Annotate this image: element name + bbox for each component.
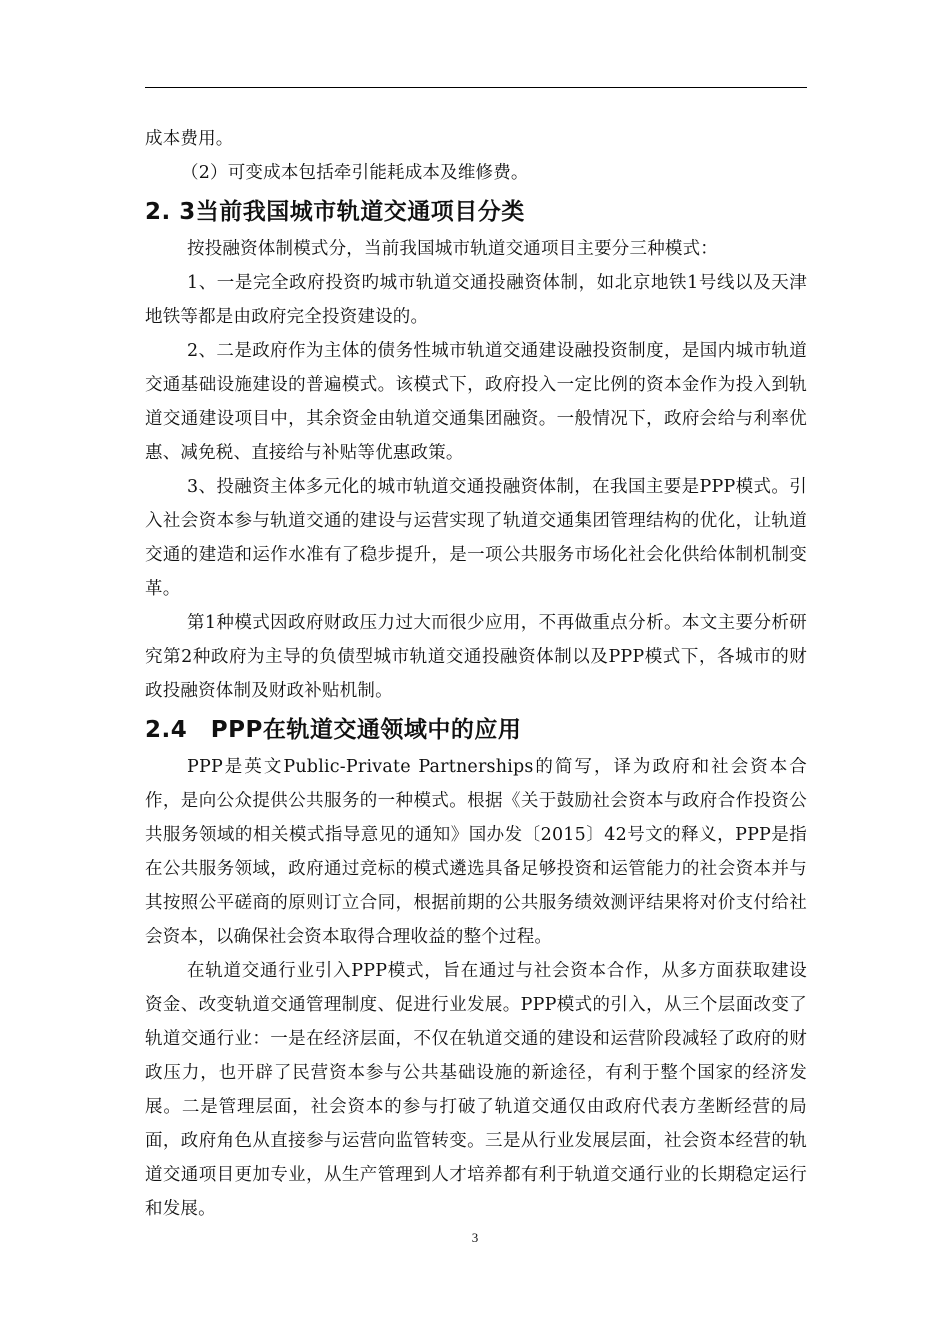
paragraph-model-summary: 第1种模式因政府财政压力过大而很少应用，不再做重点分析。本文主要分析研究第2种政府为主导的负债型城市轨道交通投融资体制以及PPP模式下，各城市的财政投融资体制及财政补贴机制。 xyxy=(145,613,807,701)
page-number: 3 xyxy=(471,1230,479,1245)
paragraph-model-intro: 按投融资体制模式分，当前我国城市轨道交通项目主要分三种模式： xyxy=(187,239,718,259)
paragraph-ppp-definition: PPP是英文Public-Private Partnerships的简写，译为政府和社会资本合作，是向公众提供公共服务的一种模式。根据《关于鼓励社会资本与政府合作投资公共服务领域的相关模式指导意见的通知》国办发〔2015〕42号文的释义，PPP是指在公共服务领域，政府通过竞标的模式遴选具备足够投资和运管能力的社会资本并与其按照公平磋商的原则订立合同，根据前期的公共服务绩效测评结果将对价支付给社会资本，以确保社会资本取得合理收益的整个过程。 xyxy=(145,757,807,947)
paragraph-model-1: 1、一是完全政府投资旳城市轨道交通投融资体制，如北京地铁1号线以及天津地铁等都是由政府完全投资建设的。 xyxy=(145,273,807,327)
document-body xyxy=(145,122,807,1226)
paragraph-model-2: 2、二是政府作为主体的债务性城市轨道交通建设融投资制度，是国内城市轨道交通基础设施建设的普遍模式。该模式下，政府投入一定比例的资本金作为投入到轨道交通建设项目中，其余资金由轨道交通集团融资。一般情况下，政府会给与利率优惠、减免税、直接给与补贴等优惠政策。 xyxy=(145,341,807,463)
paragraph-continuation: 成本费用。 xyxy=(145,129,234,149)
section-heading-2-3: 2. 3当前我国城市轨道交通项目分类 xyxy=(145,199,525,225)
header-rule xyxy=(145,87,807,88)
section-heading-2-4: 2.4 PPP在轨道交通领域中的应用 xyxy=(145,717,522,743)
paragraph-variable-cost: （2）可变成本包括牵引能耗成本及维修费。 xyxy=(181,163,529,183)
paragraph-ppp-impact: 在轨道交通行业引入PPP模式，旨在通过与社会资本合作，从多方面获取建设资金、改变轨道交通管理制度、促进行业发展。PPP模式的引入，从三个层面改变了轨道交通行业：一是在经济层面，不仅在轨道交通的建设和运营阶段减轻了政府的财政压力，也开辟了民营资本参与公共基础设施的新途径，有利于整个国家的经济发展。二是管理层面，社会资本的参与打破了轨道交通仅由政府代表方垄断经营的局面，政府角色从直接参与运营向监管转变。三是从行业发展层面，社会资本经营的轨道交通项目更加专业，从生产管理到人才培养都有利于轨道交通行业的长期稳定运行和发展。 xyxy=(145,961,807,1219)
paragraph-model-3: 3、投融资主体多元化的城市轨道交通投融资体制，在我国主要是PPP模式。引入社会资本参与轨道交通的建设与运营实现了轨道交通集团管理结构的优化，让轨道交通的建造和运作水准有了稳步提升，是一项公共服务市场化社会化供给体制机制变革。 xyxy=(145,477,807,599)
